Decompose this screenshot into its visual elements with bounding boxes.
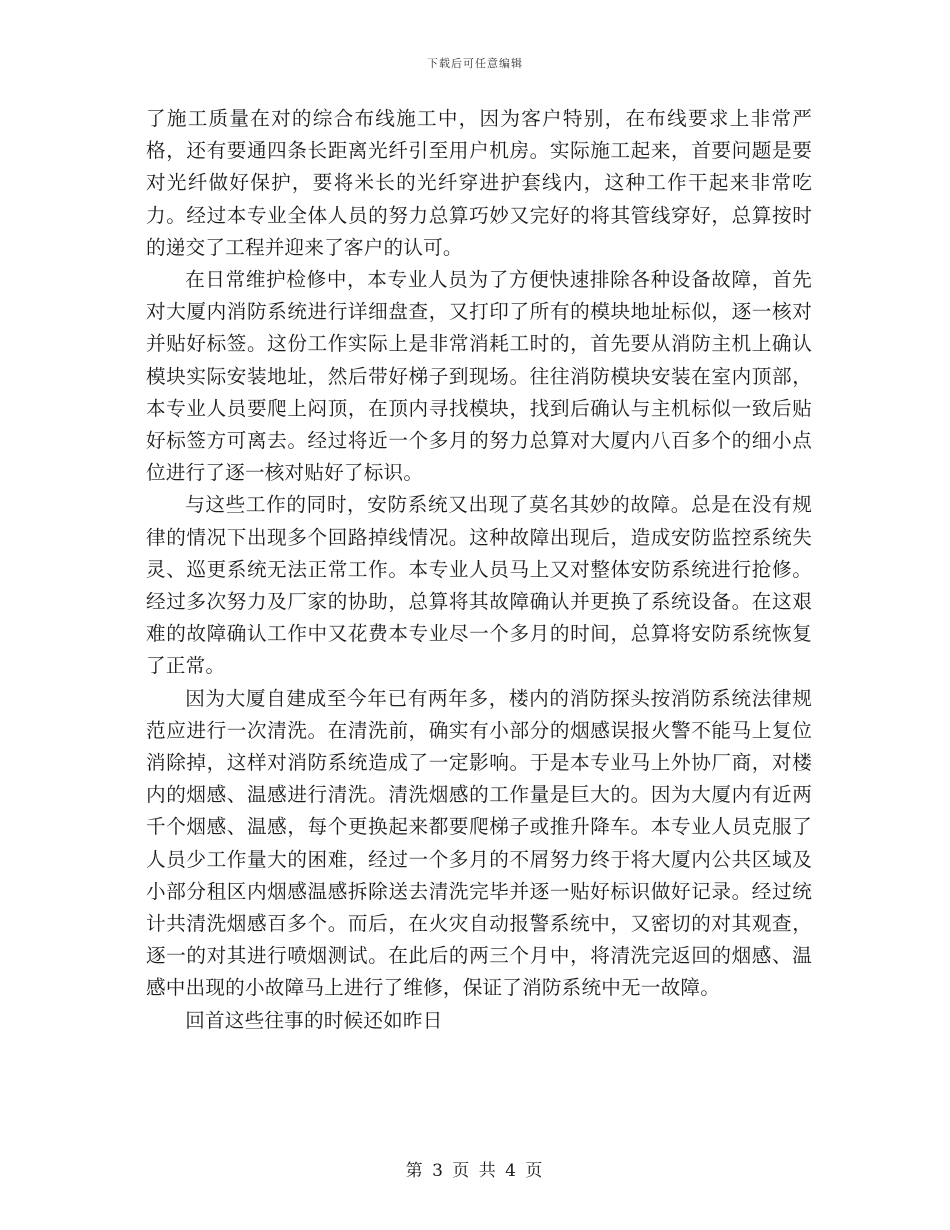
page-number: 第 3 页 共 4 页 (405, 1161, 545, 1181)
paragraph-2: 在日常维护检修中，本专业人员为了方便快速排除各种设备故障，首先对大厦内消防系统进行详细盘查，又打印了所有的模块地址标似，逐一核对并贴好标签。这份工作实际上是非常消耗工时的，首先要从消防主机上确认模块实际安装地址，然后带好梯子到现场。往往消防模块安装在室内顶部，本专业人员要爬上闷顶，在顶内寻找模块，找到后确认与主机标似一致后贴好标签方可离去。经过将近一个多月的努力总算对大厦内八百多个的细小点位进行了逐一核对贴好了标识。 (146, 268, 812, 485)
paragraph-5: 回首这些往事的时候还如昨日 (185, 1008, 443, 1032)
paragraph-4: 因为大厦自建成至今年已有两年多，楼内的消防探头按消防系统法律规范应进行一次清洗。在清洗前，确实有小部分的烟感误报火警不能马上复位消除掉，这样对消防系统造成了一定影响。于是本专业马上外协厂商，对楼内的烟感、温感进行清洗。清洗烟感的工作量是巨大的。因为大厦内有近两千个烟感、温感，每个更换起来都要爬梯子或推升降车。本专业人员克服了人员少工作量大的困难，经过一个多月的不屑努力终于将大厦内公共区域及小部分租区内烟感温感拆除送去清洗完毕并逐一贴好标识做好记录。经过统计共清洗烟感百多个。而后，在火灾自动报警系统中，又密切的对其观查，逐一的对其进行喷烟测试。在此后的两三个月中，将清洗完返回的烟感、温感中出现的小故障马上进行了维修，保证了消防系统中无一故障。 (146, 686, 812, 1000)
document-body (146, 103, 812, 1037)
paragraph-1: 了施工质量在对的综合布线施工中，因为客户特别，在布线要求上非常严格，还有要通四条长距离光纤引至用户机房。实际施工起来，首要问题是要对光纤做好保护，要将米长的光纤穿进护套线内，这种工作干起来非常吃力。经过本专业全体人员的努力总算巧妙又完好的将其管线穿好，总算按时的递交了工程并迎来了客户的认可。 (146, 107, 812, 259)
page-header-note: 下载后可任意编辑 (427, 57, 523, 70)
paragraph-3: 与这些工作的同时，安防系统又出现了莫名其妙的故障。总是在没有规律的情况下出现多个回路掉线情况。这种故障出现后，造成安防监控系统失灵、巡更系统无法正常工作。本专业人员马上又对整体安防系统进行抢修。经过多次努力及厂家的协助，总算将其故障确认并更换了系统设备。在这艰难的故障确认工作中又花费本专业尽一个多月的时间，总算将安防系统恢复了正常。 (146, 493, 812, 678)
